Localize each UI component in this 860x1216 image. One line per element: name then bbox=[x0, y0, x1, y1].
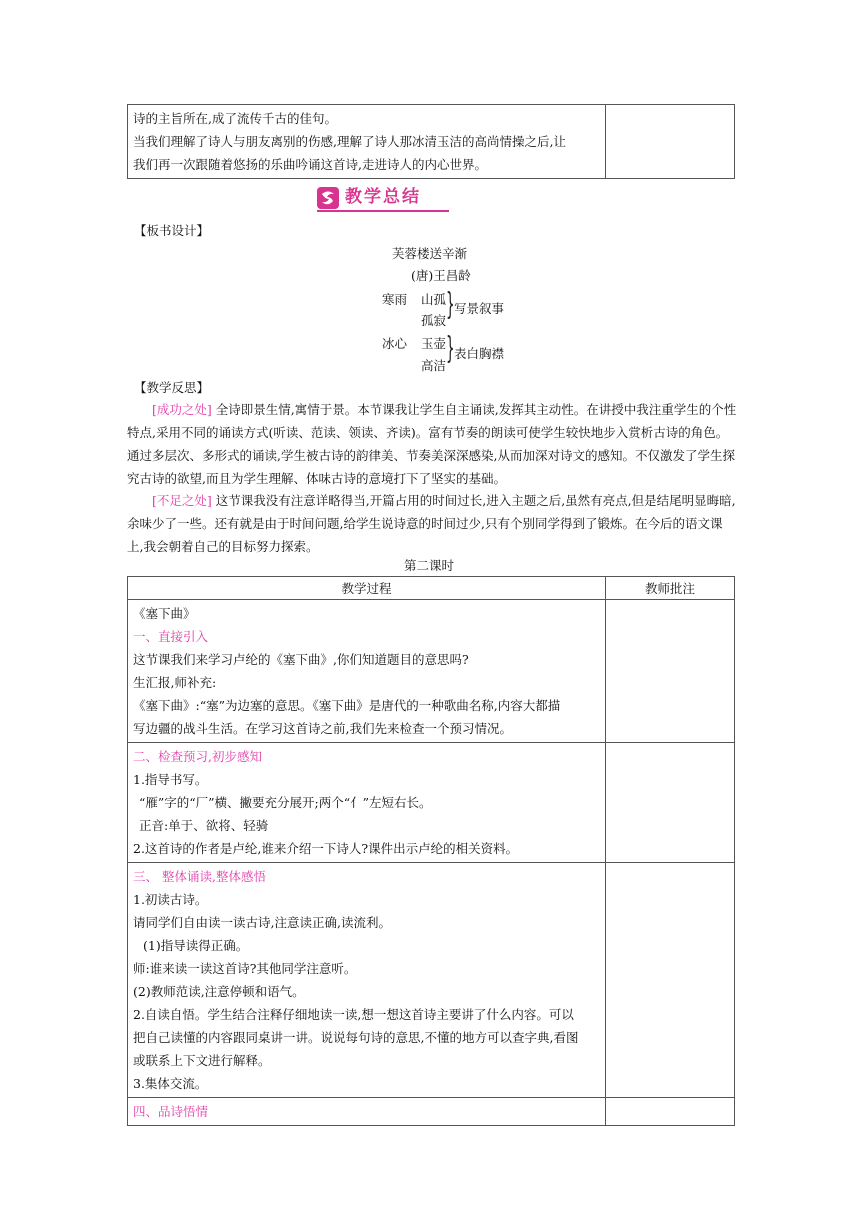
section1-heading: 一、直接引入 bbox=[133, 629, 209, 644]
text-line: 这节课我们来学习卢纶的《塞下曲》,你们知道题目的意思吗? bbox=[133, 652, 469, 667]
section3-cell bbox=[128, 863, 606, 1098]
board-title: 芙蓉楼送辛渐 bbox=[392, 246, 468, 261]
text-line: 2.自读自悟。学生结合注释仔细地读一读,想一想这首诗主要讲了什么内容。可以 bbox=[133, 1007, 574, 1022]
note-cell bbox=[606, 743, 735, 863]
fail-text: 这节课我没有注意详略得当,开篇占用的时间过长,进入主题之后,虽然有亮点,但是结尾明显晦暗,余味少了一些。还有就是由于时间问题,给学生说诗意的时间过少,只有个别同学得到了锻炼。在今后的语文课上,我会朝着自己的目标努力探索。 bbox=[127, 493, 736, 554]
board-author: (唐)王昌龄 bbox=[411, 268, 471, 283]
swirl-logo-icon bbox=[317, 187, 339, 209]
summary-banner bbox=[317, 185, 449, 211]
text-line: 把自己读懂的内容跟同桌讲一讲。说说每句诗的意思,不懂的地方可以查字典,看图 bbox=[133, 1030, 579, 1045]
poem-title: 《塞下曲》 bbox=[133, 606, 196, 621]
success-paragraph bbox=[127, 398, 737, 490]
header-process: 教学过程 bbox=[128, 577, 606, 600]
note-cell bbox=[606, 863, 735, 1098]
success-text: 全诗即景生情,寓情于景。本节课我让学生自主诵读,发挥其主动性。在讲授中我注重学生的个性特点,采用不同的诵读方式(听读、范读、领读、齐读)。富有节奏的朗读可使学生较快地步入赏析古诗的角色。通过多层次、多形式的诵读,学生被古诗的韵律美、节奏美深深感染,从而加深对诗文的感知。不仅激发了学生探究古诗的欲望,而且为学生理解、体味古诗的意境打下了坚实的基础。 bbox=[127, 402, 737, 486]
text-line: “雁”字的“厂”横、撇要充分展开;两个“亻”左短右长。 bbox=[139, 795, 432, 810]
note-cell bbox=[606, 600, 735, 743]
board-row2-left: 冰心 bbox=[382, 336, 408, 351]
section1-cell bbox=[128, 600, 606, 743]
brace-icon: } bbox=[446, 287, 455, 322]
banner-underline bbox=[317, 210, 449, 212]
section3-heading: 三、 整体诵读,整体感悟 bbox=[133, 869, 266, 884]
text-line: 写边疆的战斗生活。在学习这首诗之前,我们先来检查一个预习情况。 bbox=[133, 721, 512, 736]
section4-cell bbox=[128, 1098, 606, 1126]
text-line: 请同学们自由读一读古诗,注意读正确,读流利。 bbox=[133, 915, 391, 930]
second-lesson-title: 第二课时 bbox=[404, 558, 455, 573]
board-row2-result: 表白胸襟 bbox=[454, 346, 505, 361]
brace-icon: } bbox=[446, 331, 455, 366]
header-note: 教师批注 bbox=[606, 577, 735, 600]
text-line: 1.指导书写。 bbox=[133, 772, 208, 787]
note-cell bbox=[606, 105, 735, 179]
text-line: 或联系上下文进行解释。 bbox=[133, 1053, 271, 1068]
text-line: 师:谁来读一读这首诗?其他同学注意听。 bbox=[133, 961, 357, 976]
text-line: 生汇报,师补充: bbox=[133, 675, 217, 690]
text-line: 1.初读古诗。 bbox=[133, 892, 208, 907]
note-cell bbox=[606, 1098, 735, 1126]
board-row1-result: 写景叙事 bbox=[454, 301, 505, 316]
text-line: 诗的主旨所在,成了流传千古的佳句。 bbox=[133, 111, 337, 126]
section4-heading: 四、品诗悟情 bbox=[133, 1104, 209, 1119]
top-continuation-table bbox=[127, 104, 735, 179]
board-design-label: 【板书设计】 bbox=[134, 223, 210, 238]
section2-heading: 二、检查预习,初步感知 bbox=[133, 749, 262, 764]
text-line: 3.集体交流。 bbox=[133, 1076, 208, 1091]
board-row1-top: 山孤 bbox=[421, 292, 447, 307]
fail-paragraph bbox=[127, 489, 737, 558]
fail-tag: [不足之处] bbox=[152, 493, 212, 508]
board-row2-bottom: 高洁 bbox=[421, 358, 447, 373]
process-cell bbox=[128, 105, 606, 179]
second-lesson-table bbox=[127, 576, 735, 1126]
text-line: (2)教师范读,注意停顿和语气。 bbox=[133, 984, 305, 999]
text-line: 2.这首诗的作者是卢纶,谁来介绍一下诗人?课件出示卢纶的相关资料。 bbox=[133, 841, 519, 856]
text-line: 当我们理解了诗人与朋友离别的伤感,理解了诗人那冰清玉洁的高尚情操之后,让 bbox=[133, 134, 566, 149]
board-row1-bottom: 孤寂 bbox=[421, 313, 447, 328]
text-line: 我们再一次跟随着悠扬的乐曲吟诵这首诗,走进诗人的内心世界。 bbox=[133, 157, 487, 172]
reflection-label: 【教学反思】 bbox=[134, 380, 210, 395]
section2-cell bbox=[128, 743, 606, 863]
board-row2-top: 玉壶 bbox=[421, 336, 447, 351]
success-tag: [成功之处] bbox=[152, 402, 212, 417]
banner-title: 教学总结 bbox=[345, 187, 421, 207]
text-line: 正音:单于、欲将、轻骑 bbox=[139, 818, 269, 833]
board-row1-left: 寒雨 bbox=[382, 292, 408, 307]
text-line: (1)指导读得正确。 bbox=[143, 938, 249, 953]
text-line: 《塞下曲》:“塞”为边塞的意思。《塞下曲》是唐代的一种歌曲名称,内容大都描 bbox=[133, 698, 561, 713]
